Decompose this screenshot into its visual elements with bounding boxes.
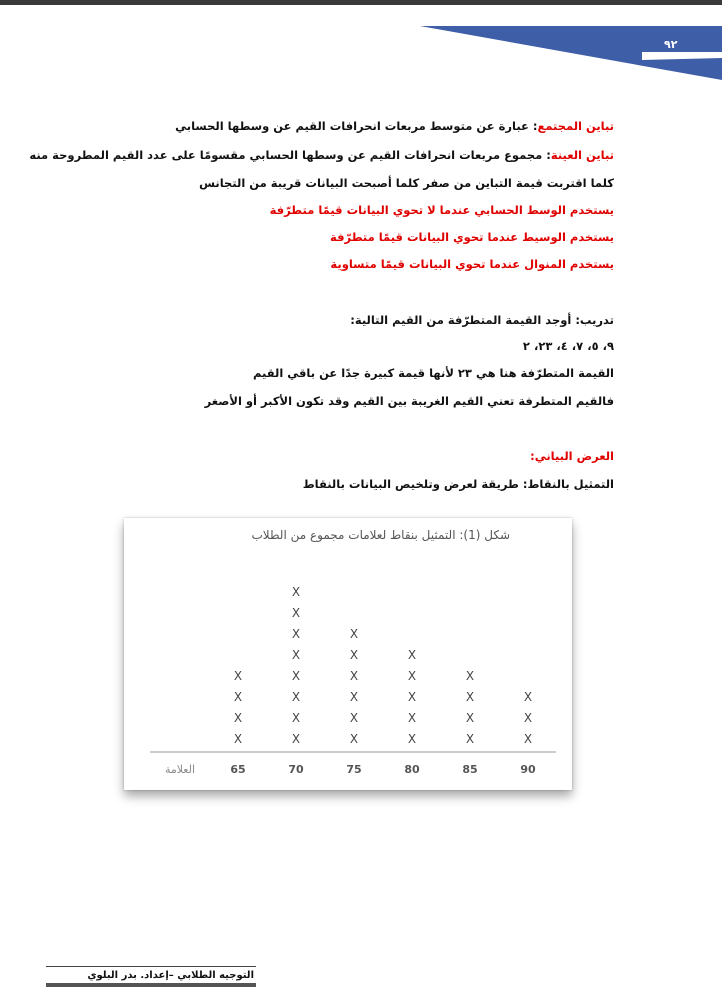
data-point-80-2: X (407, 711, 417, 725)
data-point-75-4: X (349, 669, 359, 683)
data-point-75-1: X (349, 732, 359, 746)
data-point-65-4: X (233, 669, 243, 683)
x-tick-label-85: 85 (462, 763, 478, 776)
dot-plot-figure (124, 518, 572, 790)
data-point-90-3: X (523, 690, 533, 704)
data-point-90-1: X (523, 732, 533, 746)
x-tick-label-65: 65 (230, 763, 246, 776)
exercise-prompt: تدريب: أوجد القيمة المتطرّفة من القيم التالية: (350, 313, 614, 327)
data-point-80-4: X (407, 669, 417, 683)
x-axis-label: العلامة (164, 763, 196, 776)
footer-bar (46, 983, 256, 987)
data-point-70-4: X (291, 669, 301, 683)
data-point-80-3: X (407, 690, 417, 704)
data-point-75-3: X (349, 690, 359, 704)
data-point-85-2: X (465, 711, 475, 725)
section-heading-graphical: العرض البياني: (530, 449, 614, 463)
data-point-85-4: X (465, 669, 475, 683)
x-tick-label-70: 70 (288, 763, 304, 776)
x-tick-label-90: 90 (520, 763, 536, 776)
sample-variance-line (29, 148, 614, 162)
data-point-70-5: X (291, 648, 301, 662)
data-point-85-3: X (465, 690, 475, 704)
page-number: ٩٢ (664, 38, 678, 51)
data-point-70-6: X (291, 627, 301, 641)
data-point-70-8: X (291, 585, 301, 599)
outlier-definition: فالقيم المتطرفة تعني القيم الغريبة بين القيم وقد تكون الأكبر أو الأصغر (204, 394, 614, 408)
variance-note: كلما اقتربت قيمة التباين من صفر كلما أصبحت البيانات قريبة من التجانس (199, 176, 614, 190)
data-point-90-2: X (523, 711, 533, 725)
page-footer (46, 966, 256, 987)
footer-credit: التوجيه الطلابي –إعداد. بدر البلوي (87, 970, 254, 981)
data-point-70-7: X (291, 606, 301, 620)
data-point-65-2: X (233, 711, 243, 725)
sample-variance-label: تباين العينة (550, 148, 614, 162)
dot-plot-definition: التمثيل بالنقاط: طريقة لعرض وتلخيص البيانات بالنقاط (302, 477, 614, 491)
figure-title: شكل (1): التمثيل بنقاط لعلامات مجموع من الطلاب (251, 528, 510, 542)
median-usage-note: يستخدم الوسيط عندما تحوي البيانات قيمًا متطرّفة (330, 230, 614, 244)
sample-variance-text: : مجموع مربعات انحرافات القيم عن وسطها الحسابي مقسومًا على عدد القيم المطروحة منه (29, 148, 551, 162)
data-point-75-6: X (349, 627, 359, 641)
data-point-85-1: X (465, 732, 475, 746)
exercise-answer: القيمة المتطرّفة هنا هي ٢٣ لأنها قيمة كبيرة جدًا عن باقي القيم (253, 366, 614, 380)
population-variance-line (175, 119, 614, 133)
page-header-banner (0, 0, 722, 80)
dot-plot-chart (124, 518, 572, 790)
data-point-70-1: X (291, 732, 301, 746)
exercise-values: ٩، ٥، ٧، ٤، ٢٣، ٢ (522, 339, 614, 353)
data-point-70-2: X (291, 711, 301, 725)
mode-usage-note: يستخدم المنوال عندما تحوي البيانات قيمًا متساوية (330, 257, 614, 271)
data-point-75-2: X (349, 711, 359, 725)
data-point-65-3: X (233, 690, 243, 704)
data-point-70-3: X (291, 690, 301, 704)
data-point-75-5: X (349, 648, 359, 662)
x-tick-label-80: 80 (404, 763, 420, 776)
x-tick-label-75: 75 (346, 763, 362, 776)
mean-usage-note: يستخدم الوسط الحسابي عندما لا تحوي البيانات قيمًا متطرّفة (269, 203, 614, 217)
data-point-80-5: X (407, 648, 417, 662)
data-point-65-1: X (233, 732, 243, 746)
population-variance-label: تباين المجتمع (537, 119, 614, 133)
data-point-80-1: X (407, 732, 417, 746)
population-variance-text: : عبارة عن متوسط مربعات انحرافات القيم عن وسطها الحسابي (175, 119, 538, 133)
